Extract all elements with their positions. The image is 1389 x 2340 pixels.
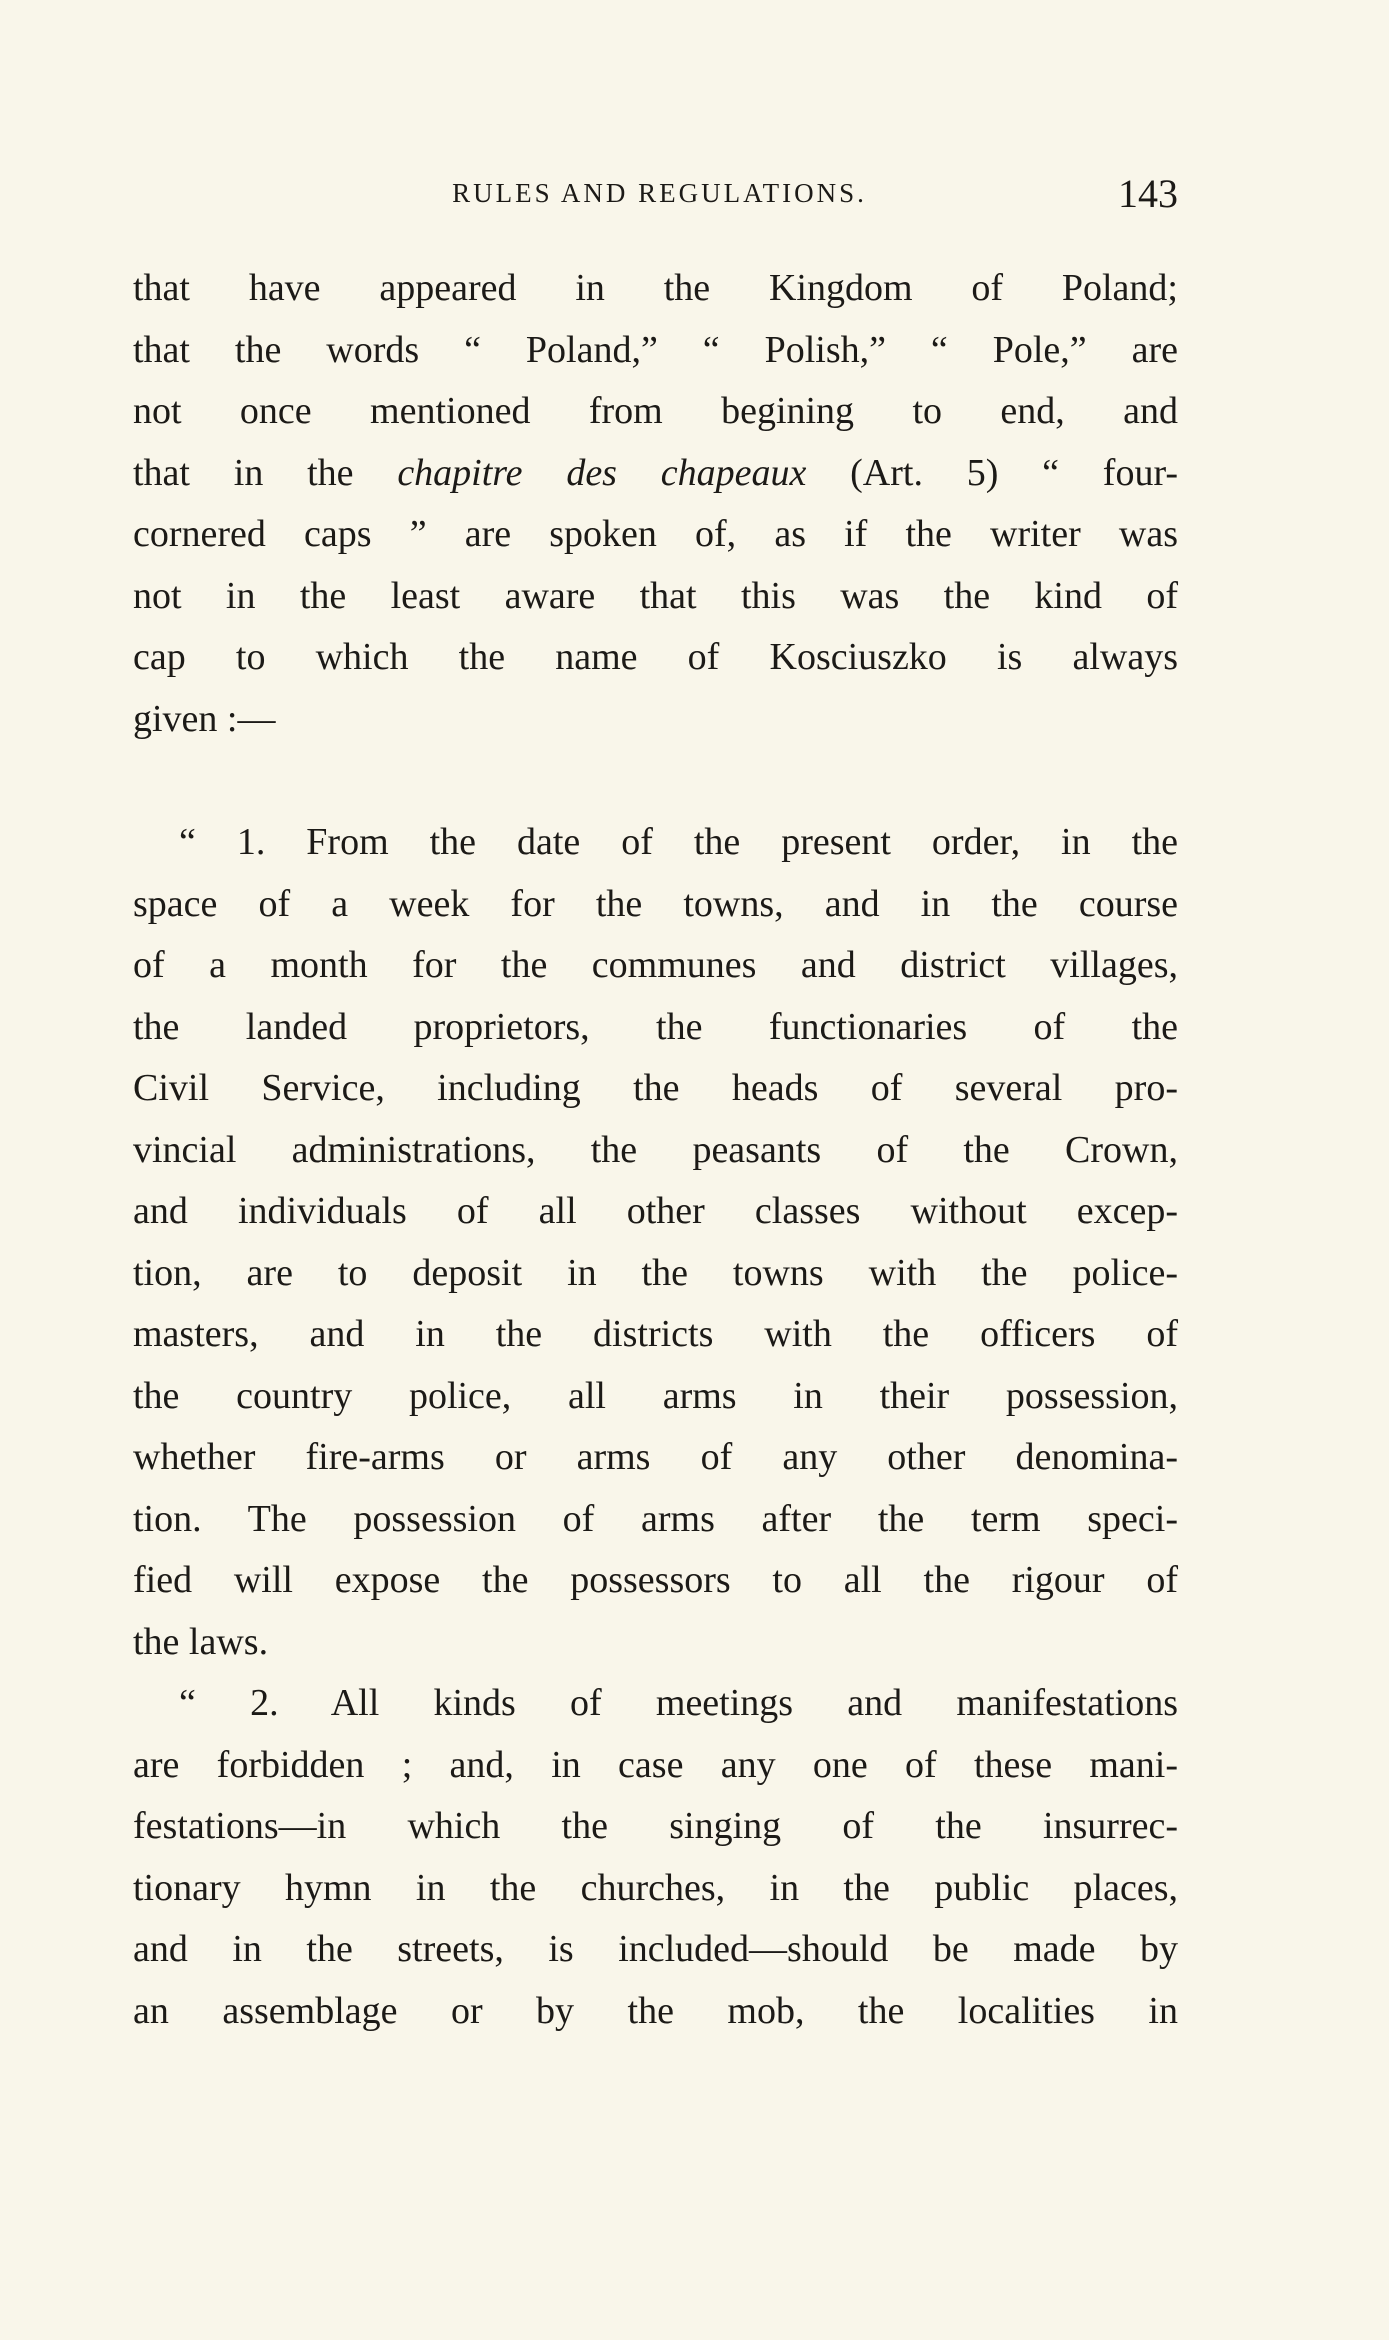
text-line: masters, and in the districts with the officers of [133, 1313, 1178, 1355]
text-line: tion. The possession of arms after the term speci- [133, 1497, 1178, 1540]
text-line: given :— [133, 697, 276, 740]
text-line: cap to which the name of Kosciuszko is always [133, 636, 1178, 678]
text-line: Civil Service, including the heads of several pro- [133, 1067, 1178, 1109]
text-line: that have appeared in the Kingdom of Poland; [133, 267, 1178, 309]
running-head: RULES AND REGULATIONS. [452, 178, 867, 208]
text-line: are forbidden ; and, in case any one of these mani- [133, 1743, 1178, 1786]
text-line: tion, are to deposit in the towns with the police- [133, 1251, 1178, 1294]
text-line: whether fire-arms or arms of any other denomina- [133, 1436, 1178, 1478]
text-line: “ 1. From the date of the present order, in the [179, 821, 1178, 863]
page-number: 143 [1118, 171, 1178, 216]
paragraph [133, 812, 1178, 1673]
paragraph-gap [133, 750, 1178, 812]
text-line: space of a week for the towns, and in the course [133, 882, 1178, 925]
text-line: cornered caps ” are spoken of, as if the writer was [133, 513, 1178, 555]
text-line: tionary hymn in the churches, in the public places, [133, 1866, 1178, 1909]
text-line: and in the streets, is included—should be made by [133, 1928, 1178, 1970]
text-segment: (Art. 5) “ four- [850, 451, 1179, 494]
text-line: vincial administrations, the peasants of the Crown, [133, 1128, 1178, 1171]
text-line: an assemblage or by the mob, the localities in [133, 1989, 1178, 2032]
text-line: not in the least aware that this was the kind of [133, 574, 1178, 617]
text-line: the landed proprietors, the functionaries of the [133, 1005, 1178, 1048]
text-line: of a month for the communes and district villages, [133, 944, 1178, 986]
text-line: fied will expose the possessors to all the rigour of [133, 1559, 1178, 1601]
text-segment: that in the [133, 451, 354, 494]
text-line: the laws. [133, 1620, 269, 1663]
text-line: the country police, all arms in their possession, [133, 1374, 1178, 1417]
text-line: festations—in which the singing of the insurrec- [133, 1805, 1178, 1847]
text-line: not once mentioned from begining to end, and [133, 390, 1178, 432]
body-text [133, 258, 1178, 2042]
paragraph [133, 1673, 1178, 2042]
text-line [133, 443, 1178, 505]
paragraph [133, 258, 1178, 750]
text-line: “ 2. All kinds of meetings and manifestations [179, 1682, 1178, 1724]
text-line: and individuals of all other classes without excep- [133, 1190, 1178, 1232]
italic-phrase: chapitre des chapeaux [397, 451, 807, 494]
page-header [133, 170, 1178, 230]
text-line: that the words “ Poland,” “ Polish,” “ Pole,” are [133, 328, 1178, 371]
